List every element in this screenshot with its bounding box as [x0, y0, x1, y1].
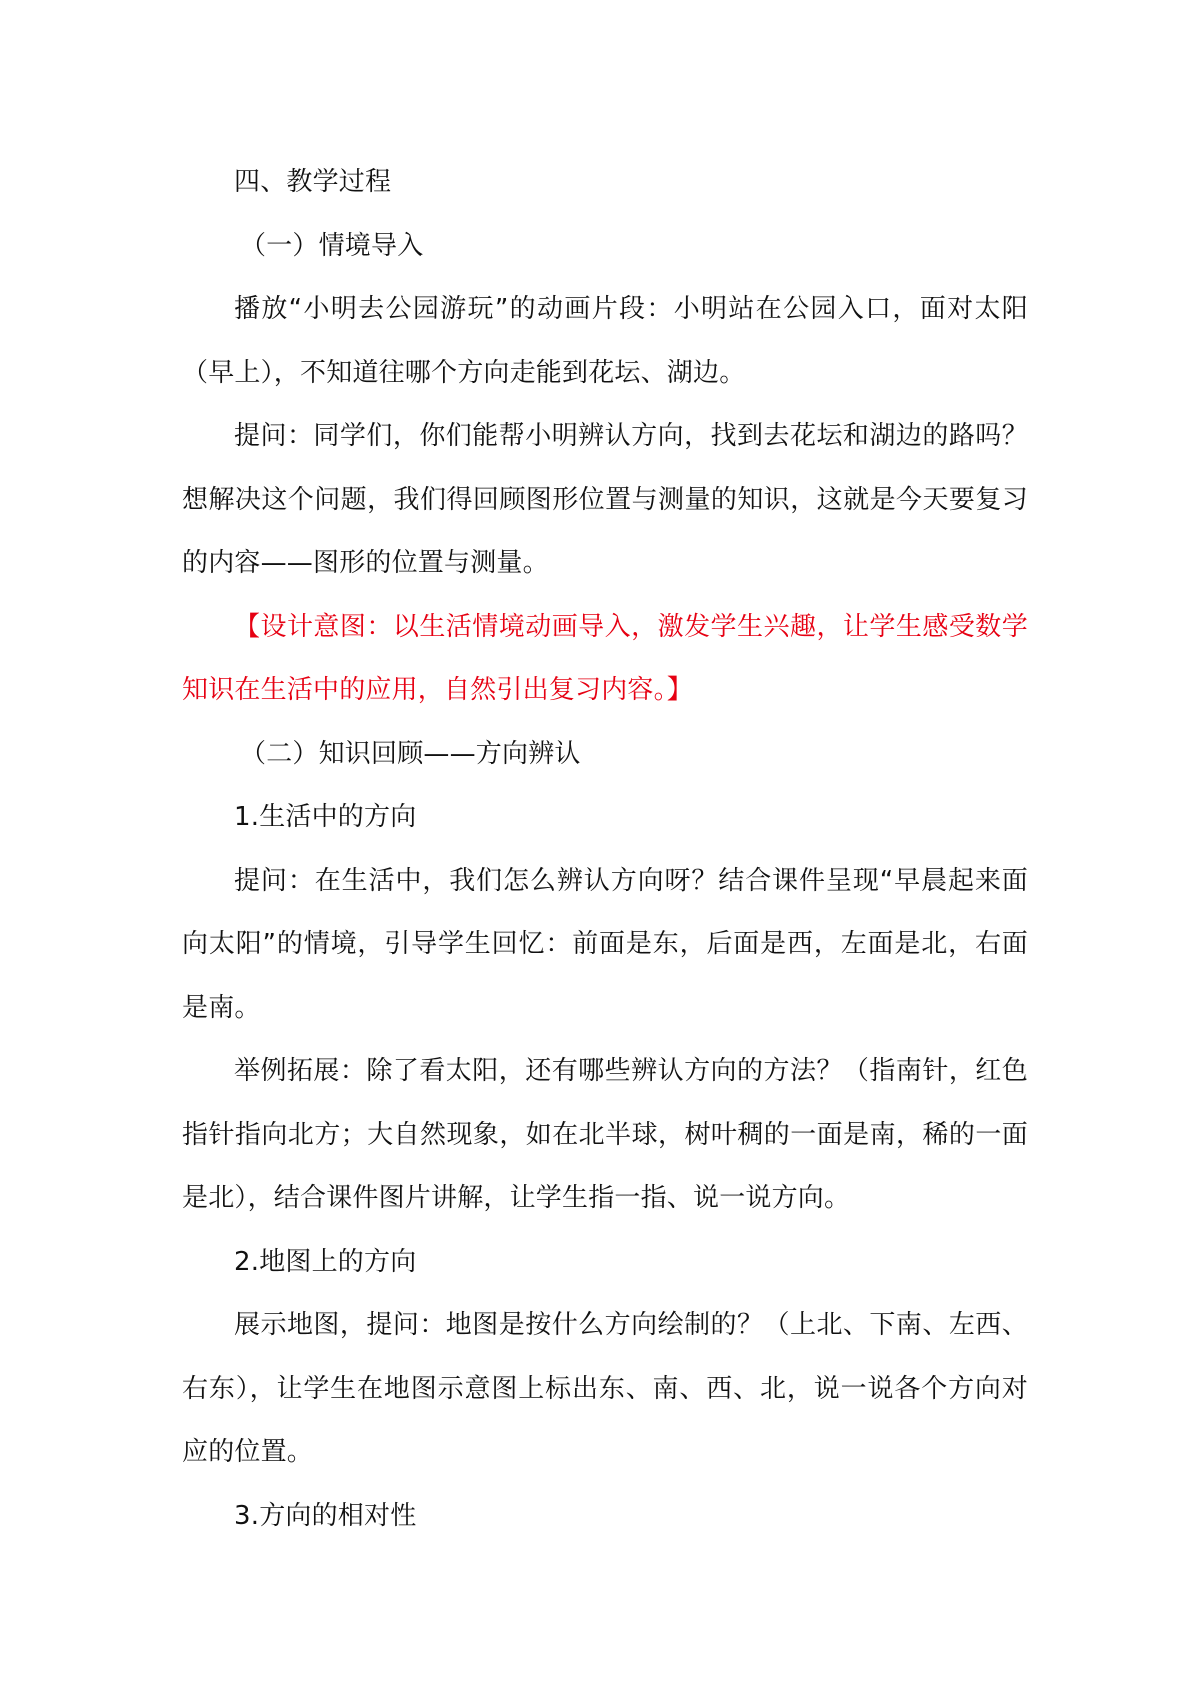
item-title-relativity: 3.方向的相对性 [234, 1500, 417, 1531]
paragraph-examples: 举例拓展：除了看太阳，还有哪些辨认方向的方法？（指南针，红色指针指向北方；大自然现象，如在北半球，树叶稠的一面是南，稀的一面是北），结合课件图片讲解，让学生指一指、说一说方向。 [182, 1056, 1028, 1213]
document-page [182, 151, 1028, 1548]
paragraph-animation-intro: 播放“小明去公园游玩”的动画片段：小明站在公园入口，面对太阳（早上），不知道往哪个方向走能到花坛、湖边。 [182, 294, 1028, 388]
item-title-life-directions: 1.生活中的方向 [234, 802, 417, 832]
paragraph-direction-question: 提问：在生活中，我们怎么辨认方向呀？结合课件呈现“早晨起来面向太阳”的情境，引导学生回忆：前面是东，后面是西，左面是北，右面是南。 [182, 865, 1028, 1023]
design-intent-note: 【设计意图：以生活情境动画导入，激发学生兴趣，让学生感受数学知识在生活中的应用，自然引出复习内容。】 [182, 611, 1028, 705]
section-title: 四、教学过程 [234, 167, 392, 197]
subsection-title-knowledge-review: （二）知识回顾——方向辨认 [240, 738, 581, 769]
paragraph-map: 展示地图，提问：地图是按什么方向绘制的？（上北、下南、左西、右东），让学生在地图示意图上标出东、南、西、北，说一说各个方向对应的位置。 [182, 1310, 1028, 1467]
item-title-map-directions: 2.地图上的方向 [234, 1246, 417, 1277]
paragraph-question: 提问：同学们，你们能帮小明辨认方向，找到去花坛和湖边的路吗？想解决这个问题，我们得回顾图形位置与测量的知识，这就是今天要复习的内容——图形的位置与测量。 [182, 421, 1028, 578]
subsection-title-situation-intro: （一）情境导入 [240, 230, 424, 261]
